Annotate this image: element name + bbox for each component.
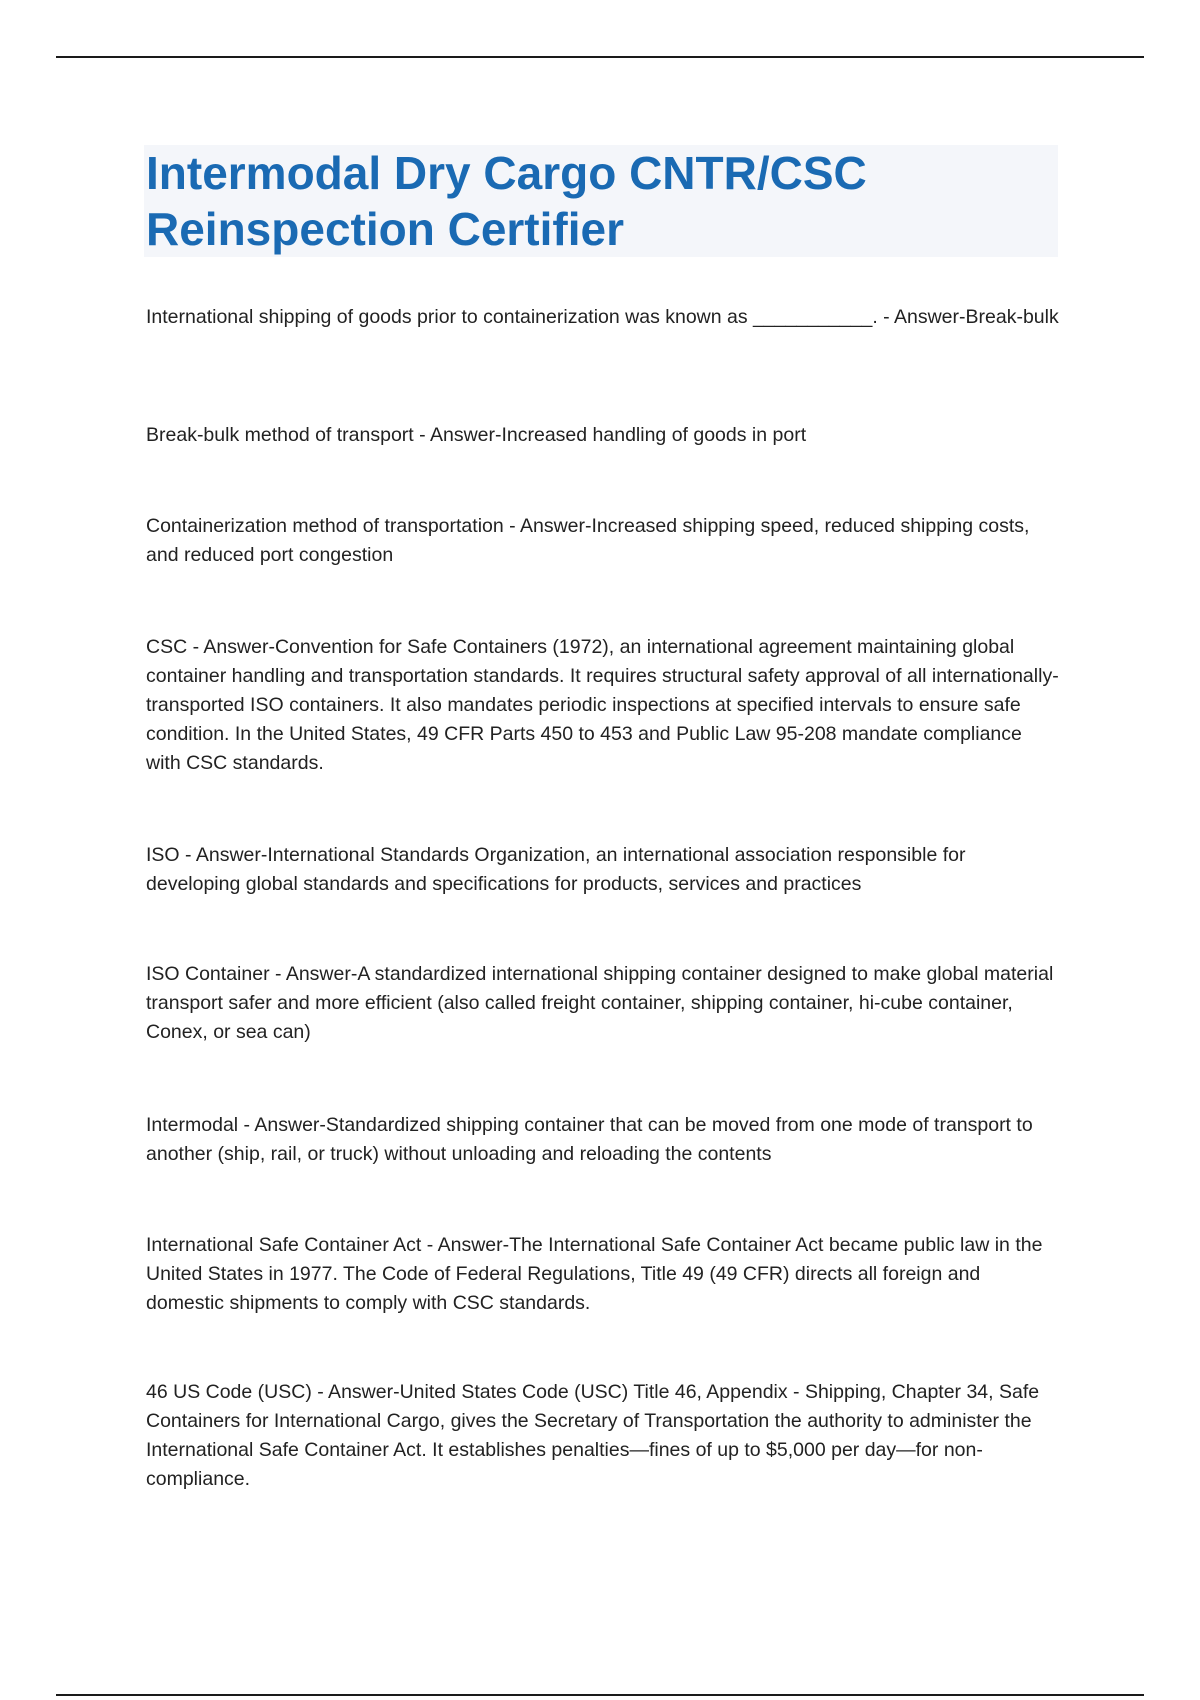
qa-item-break-bulk-history: International shipping of goods prior to containerization was known as ___________. - Answer-Break-bulk: [146, 306, 1059, 328]
document-title: [144, 145, 1058, 257]
qa-item-csc: CSC - Answer-Convention for Safe Containers (1972), an international agreement maintaining global container handling and transportation standards. It requires structural safety approval of all internationally-transported ISO containers. It also mandates periodic inspections at specified intervals to ensure safe condition. In the United States, 49 CFR Parts 450 to 453 and Public Law 95-208 mandate compliance with CSC standards.: [146, 636, 1059, 774]
qa-item-break-bulk-method: Break-bulk method of transport - Answer-Increased handling of goods in port: [146, 424, 807, 446]
qa-item-containerization: Containerization method of transportation - Answer-Increased shipping speed, reduced shipping costs, and reduced port congestion: [146, 515, 1030, 566]
qa-item-46-usc: 46 US Code (USC) - Answer-United States Code (USC) Title 46, Appendix - Shipping, Chapter 34, Safe Containers for International Cargo, gives the Secretary of Transportation the authority to administer the International Safe Container Act. It establishes penalties—fines of up to $5,000 per day—for non-compliance.: [146, 1381, 1040, 1490]
header-rule: [56, 56, 1144, 58]
qa-item-iso: ISO - Answer-International Standards Organization, an international association responsible for developing global standards and specifications for products, services and practices: [146, 844, 966, 895]
qa-item-iso-container: ISO Container - Answer-A standardized international shipping container designed to make global material transport safer and more efficient (also called freight container, shipping container, hi-cube container, Conex, or sea can): [146, 963, 1054, 1043]
title-box: [144, 145, 1058, 257]
qa-item-safe-container-act: International Safe Container Act - Answer-The International Safe Container Act became public law in the United States in 1977. The Code of Federal Regulations, Title 49 (49 CFR) directs all foreign and domestic shipments to comply with CSC standards.: [146, 1234, 1043, 1314]
title-line-2: Reinspection Certifier: [146, 203, 624, 255]
qa-item-intermodal: Intermodal - Answer-Standardized shipping container that can be moved from one mode of transport to another (ship, rail, or truck) without unloading and reloading the contents: [146, 1114, 1033, 1165]
footer-rule: [56, 1694, 1144, 1696]
title-line-1: Intermodal Dry Cargo CNTR/CSC: [146, 147, 867, 199]
